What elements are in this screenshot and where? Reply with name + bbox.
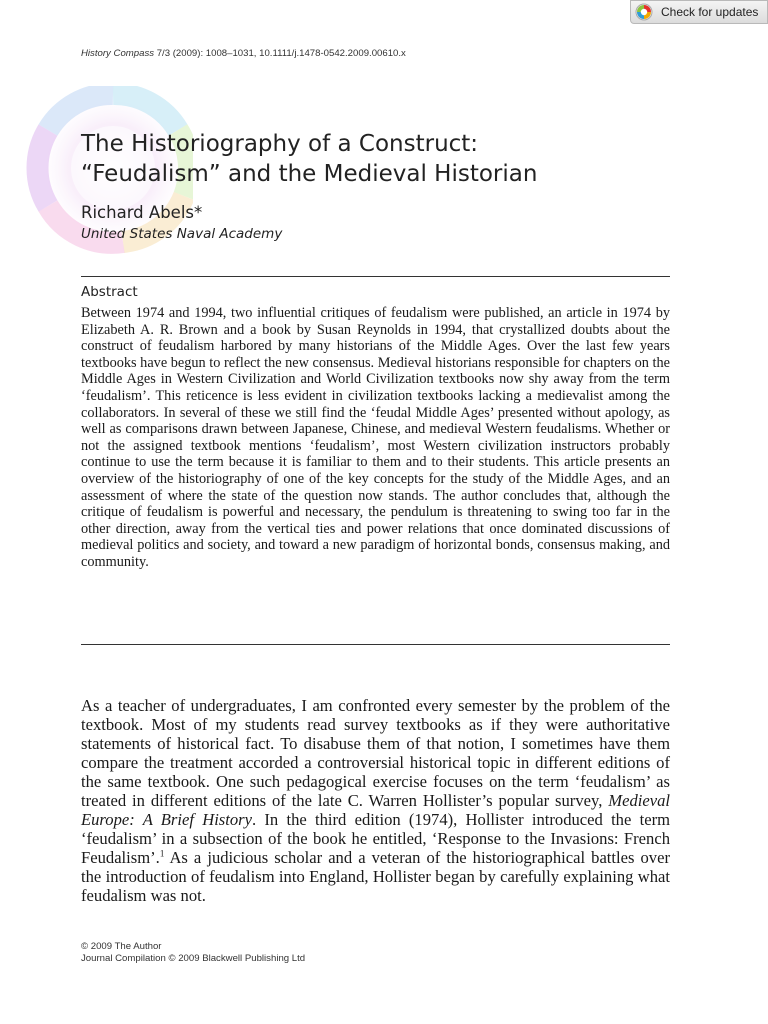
crossmark-icon <box>635 3 653 21</box>
citation-details: 7/3 (2009): 1008–1031, 10.1111/j.1478-0542.2009.00610.x <box>156 48 406 59</box>
abstract-text: Between 1974 and 1994, two influential critiques of feudalism were published, an article in 1974 by Elizabeth A. R. Brown and a book by Susan Reynolds in 1994, that crystallized doubts about the construct of feudalism harbored by many historians of the Middle Ages. Over the last few years textbooks have begun to reflect the new consensus. Medieval historians responsible for chapters on the Middle Ages in Western Civilization and World Civilization textbooks now shy away from the term ‘feudalism’. This reticence is less evident in civilization textbooks lacking a medievalist among the collaborators. In several of these we still find the ‘feudal Middle Ages’ presented without apology, as well as comparisons drawn between Japanese, Chinese, and medieval Western feudalisms. Whether or not the assigned textbook mentions ‘feudalism’, most Western civilization instructors probably continue to use the term because it is familiar to them and to their students. This article presents an overview of the historiography of one of the key concepts for the study of the Middle Ages, and an assessment of where the state of the question now stands. The author concludes that, although the critique of feudalism is powerful and necessary, the pendulum is threatening to swing too far in the other direction, away from the vertical ties and power relations that once dominated discussions of medieval politics and society, and toward a new paradigm of horizontal bonds, consensus making, and community. <box>81 305 670 570</box>
article-title <box>81 129 681 189</box>
title-line-2: “Feudalism” and the Medieval Historian <box>81 161 538 187</box>
abstract-top-rule <box>81 276 670 277</box>
book-title: Medieval Europe: A Brief History <box>81 791 671 829</box>
body-text-part-1: As a teacher of undergraduates, I am confronted every semester by the problem of the textbook. Most of my students read survey textbooks as if they were authoritative statements of historical fact. To disabuse them of that notion, I sometimes have them compare the treatment accorded a controversial historical topic in different editions of the same textbook. One such pedagogical exercise focuses on the term ‘feudalism’ as treated in different editions of the late C. Warren Hollister’s popular survey, <box>81 696 670 810</box>
journal-citation <box>81 48 406 59</box>
body-text-part-2: . In the third edition (1974), Hollister introduced the term ‘feudalism’ in a subsection of the book he entitled, ‘Response to the Invasions: French Feudalism’. <box>81 810 670 867</box>
author-affiliation: United States Naval Academy <box>81 226 283 242</box>
check-for-updates-label: Check for updates <box>661 5 759 19</box>
copyright-journal: Journal Compilation © 2009 Blackwell Publishing Ltd <box>81 953 306 964</box>
body-text-part-3: As a judicious scholar and a veteran of the historiographical battles over the introduction of feudalism into England, Hollister began by carefully explaining what feudalism was not. <box>81 848 670 905</box>
author-name: Richard Abels* <box>81 203 203 222</box>
copyright-author: © 2009 The Author <box>81 941 162 952</box>
abstract-heading: Abstract <box>81 284 138 300</box>
abstract-bottom-rule <box>81 644 670 645</box>
copyright-footer <box>81 941 305 965</box>
footnote-ref[interactable]: 1 <box>159 848 165 859</box>
journal-name: History Compass <box>81 48 155 59</box>
check-for-updates-button[interactable] <box>630 0 768 24</box>
body-paragraph <box>81 696 670 905</box>
title-line-1: The Historiography of a Construct: <box>81 131 479 157</box>
